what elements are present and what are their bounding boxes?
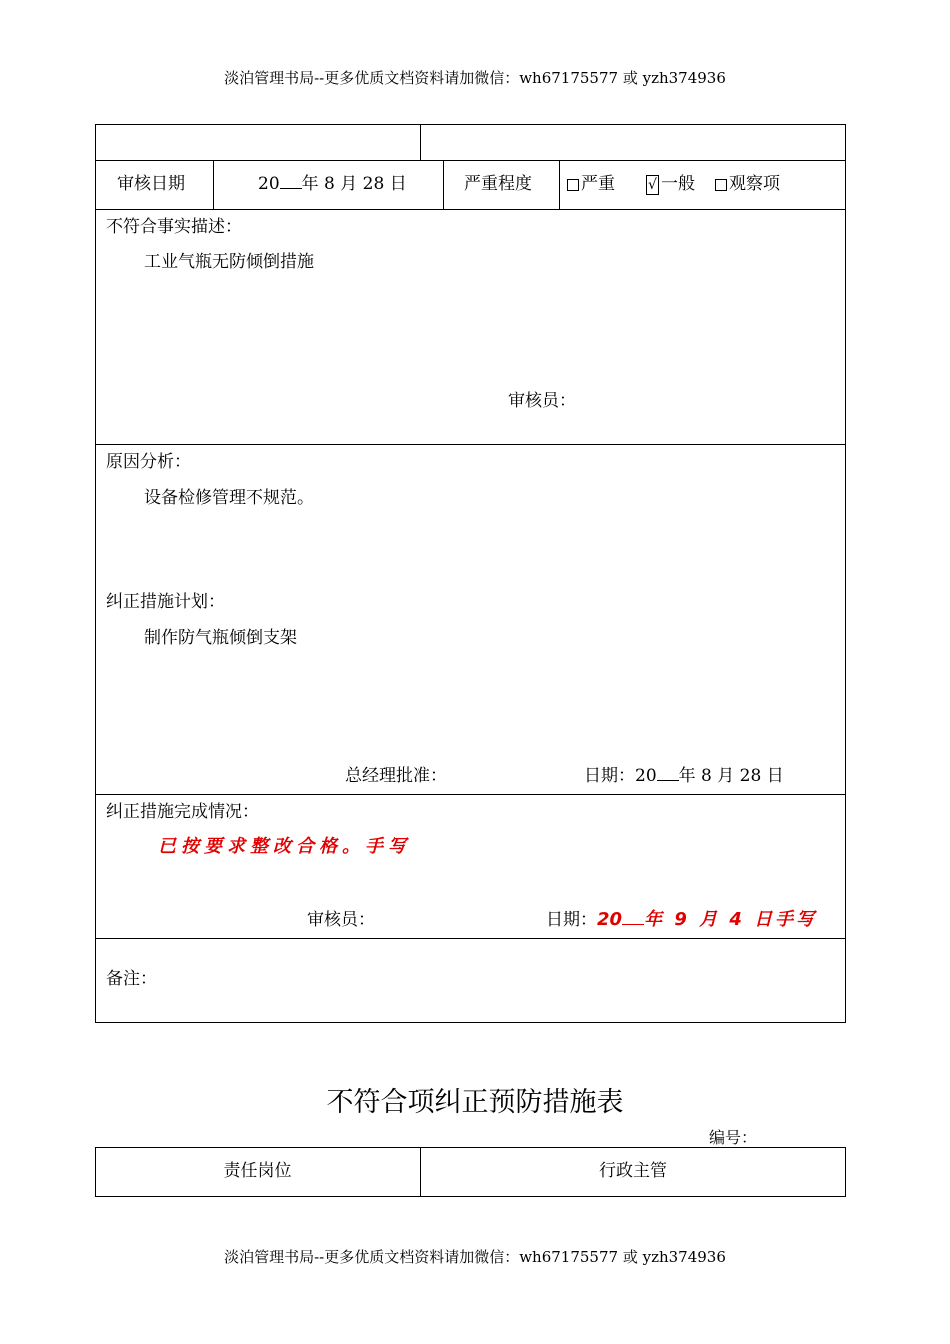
completion-date: 日期：20 年 9 月 4 日手写 (546, 909, 818, 930)
nc-description-text: 工业气瓶无防倾倒措施 (144, 252, 314, 272)
gm-approval-label: 总经理批准： (345, 766, 447, 786)
checkbox-icon (715, 179, 727, 191)
number-label: 编号： (709, 1128, 758, 1147)
corrective-plan-text: 制作防气瓶倾倒支架 (144, 628, 297, 648)
checkbox-icon (567, 179, 579, 191)
severity-serious-option[interactable]: 严重 (567, 169, 615, 194)
form-2-title: 不符合项纠正预防措施表 (326, 1087, 624, 1118)
cause-analysis-label: 原因分析： (106, 452, 191, 472)
header-note: 淡泊管理书局--更多优质文档资料请加微信：wh67175577 或 yzh374936 (224, 69, 726, 87)
checked-checkbox-icon: √ (646, 175, 659, 195)
completion-label: 纠正措施完成情况： (106, 802, 259, 822)
auditor-label-1: 审核员： (508, 391, 576, 411)
corrective-plan-label: 纠正措施计划： (106, 592, 225, 612)
cause-analysis-text: 设备检修管理不规范。 (144, 488, 314, 508)
severity-observation-option[interactable]: 观察项 (715, 169, 780, 194)
audit-date-label: 审核日期 (117, 174, 185, 194)
audit-date-value: 20 年 8 月 28 日 (258, 174, 407, 194)
auditor-label-2: 审核员： (307, 910, 375, 930)
responsible-post-value: 行政主管 (599, 1161, 667, 1181)
responsible-post-label: 责任岗位 (223, 1161, 292, 1181)
plan-date: 日期：20 年 8 月 28 日 (584, 766, 784, 786)
severity-general-option[interactable]: √ 一般 (646, 169, 695, 195)
remarks-label: 备注： (106, 969, 157, 989)
nc-description-label: 不符合事实描述： (106, 217, 242, 237)
severity-label: 严重程度 (464, 174, 532, 194)
completion-handwritten-text: 已按要求整改合格。手写 (158, 836, 411, 857)
footer-note: 淡泊管理书局--更多优质文档资料请加微信：wh67175577 或 yzh374936 (224, 1248, 726, 1266)
